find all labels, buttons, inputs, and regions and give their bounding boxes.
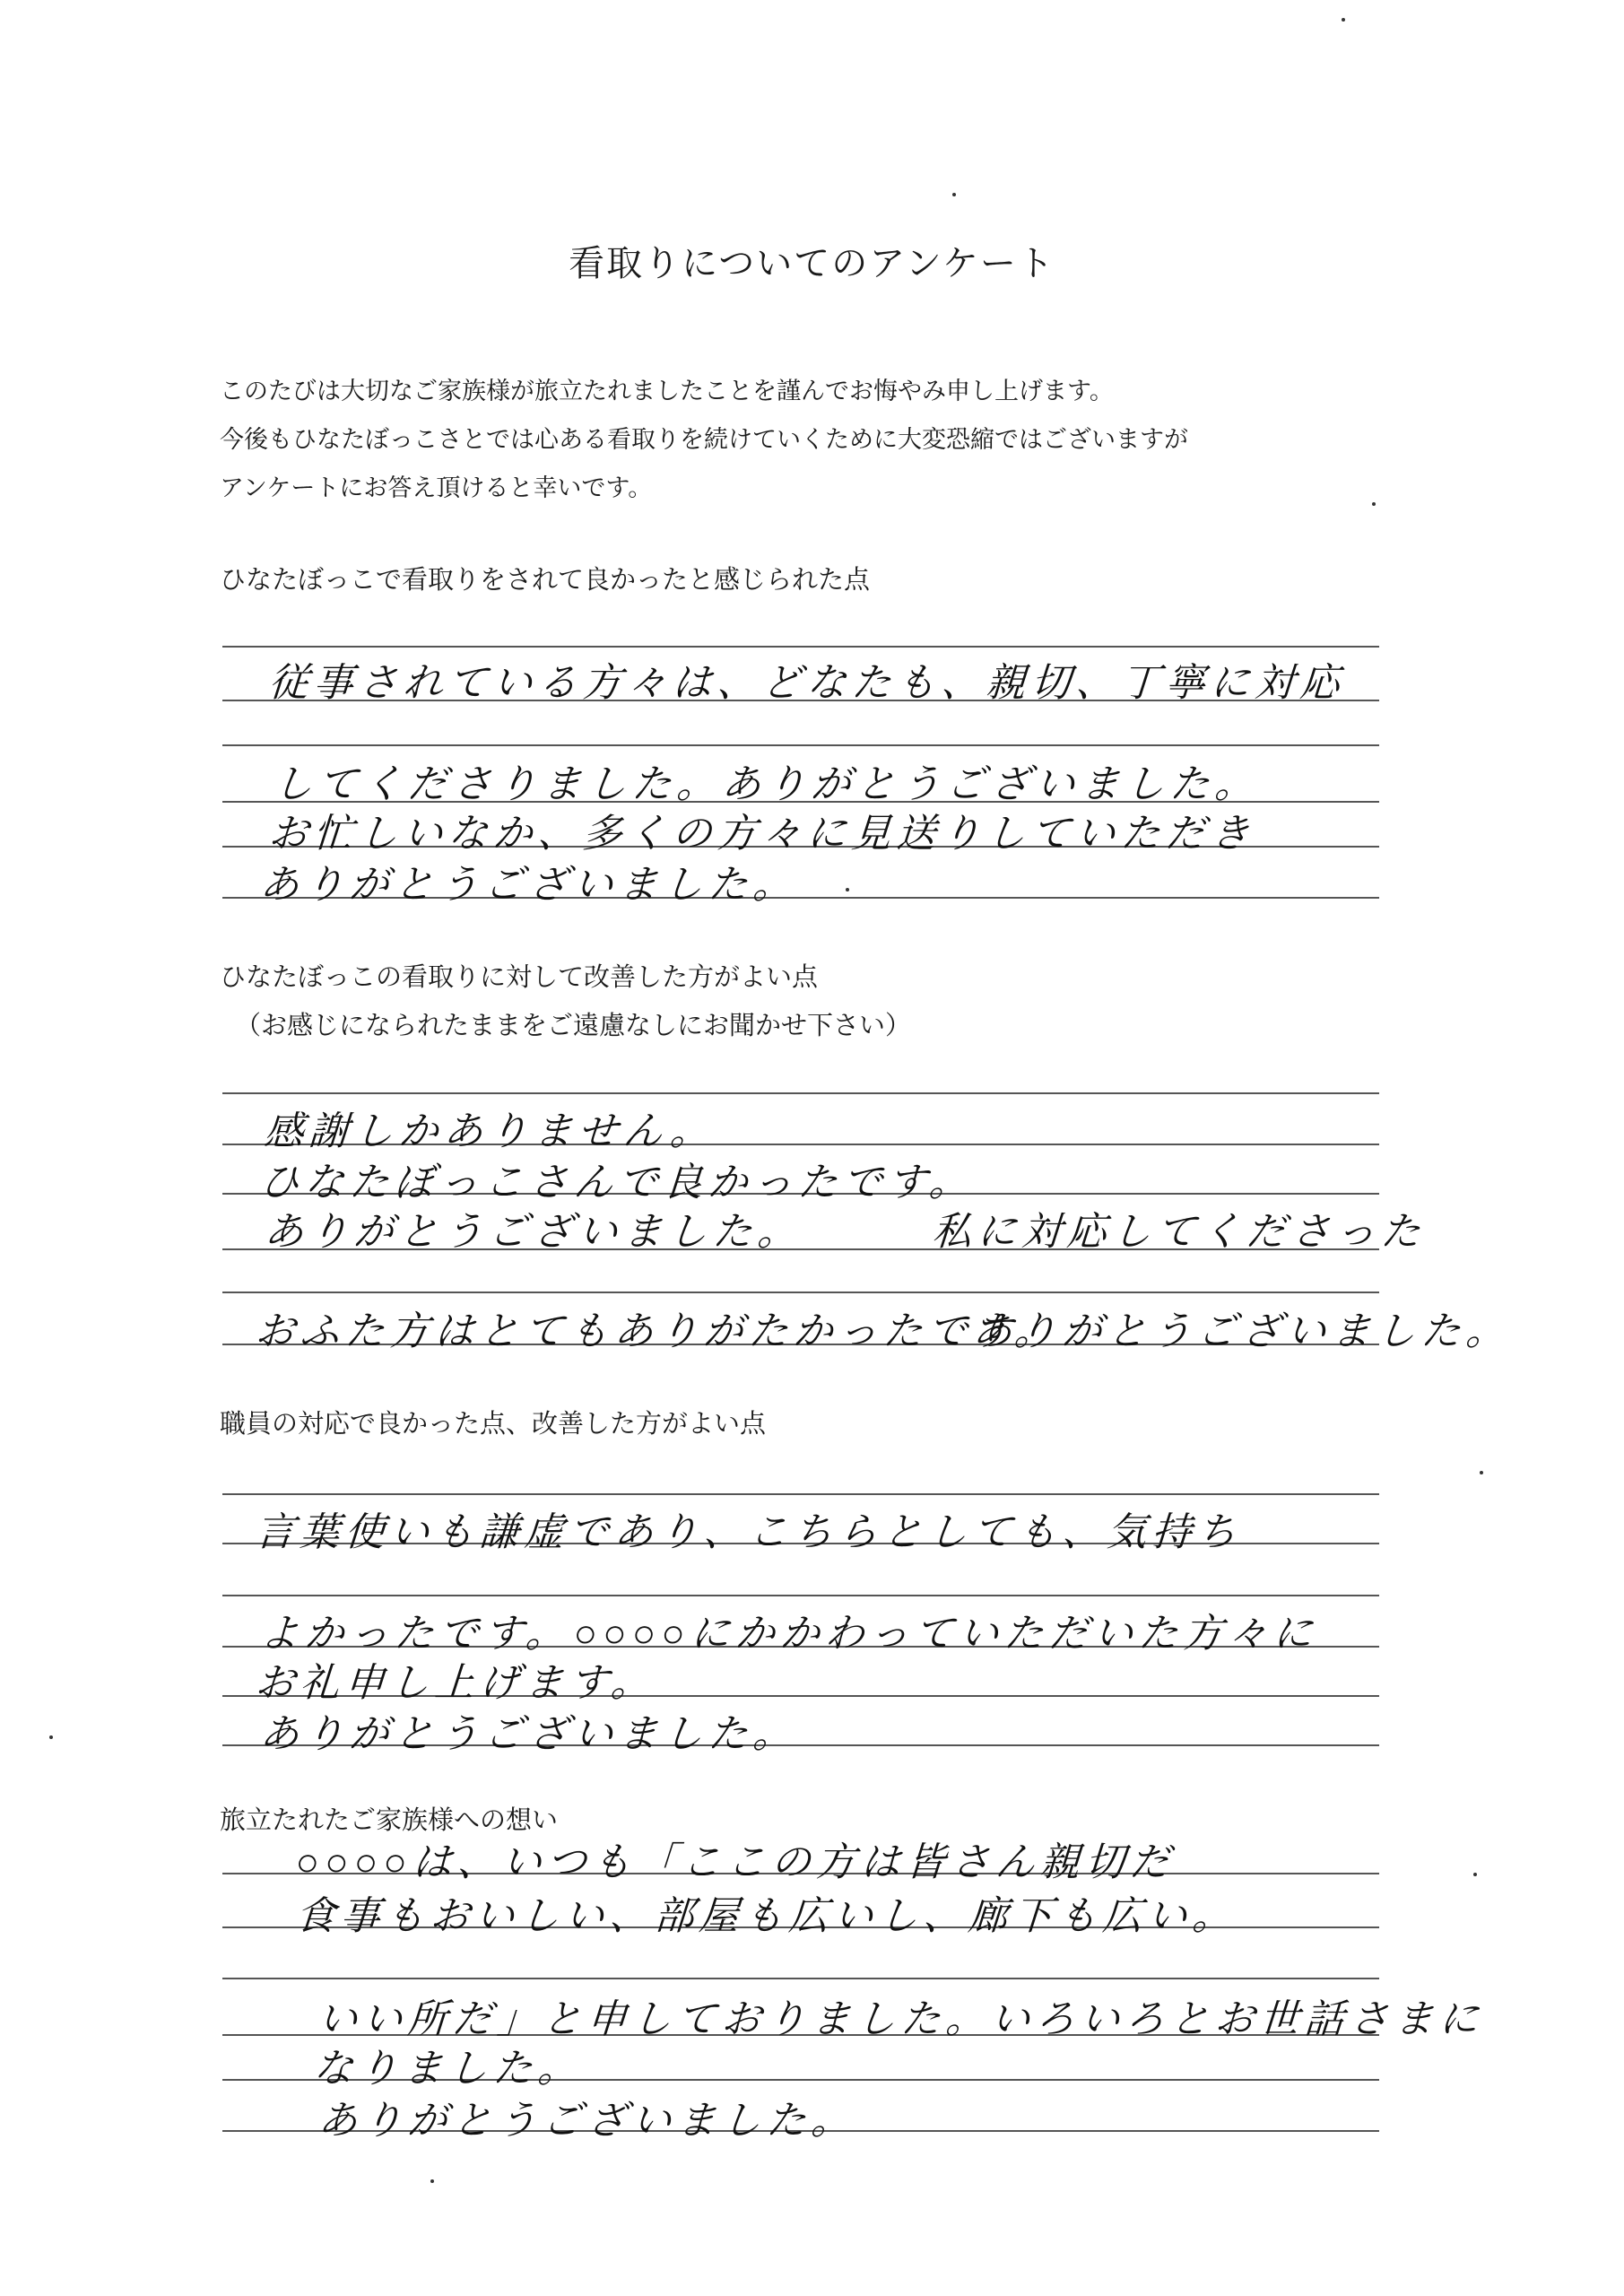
handwritten-answer-line: してくださりました。ありがとうございました。 — [271, 762, 1262, 806]
intro-line: このたびは大切なご家族様が旅立たれましたことを謹んでお悔やみ申し上げます。 — [220, 378, 1114, 405]
handwritten-answer-line: 食事もおいしい、部屋も広いし、廊下も広い。 — [293, 1894, 1239, 1938]
handwritten-answer-line: ○○○○にかかわっていただいた方々に — [571, 1612, 1320, 1656]
intro-paragraph — [220, 368, 1188, 513]
scan-speck — [1372, 502, 1376, 506]
intro-line: アンケートにお答え頂けると幸いです。 — [220, 474, 653, 502]
scan-speck — [1473, 1873, 1477, 1876]
handwritten-answer-line: ありがとうございました。 — [257, 863, 800, 907]
handwritten-answer-line: ありがとうございました。 — [262, 1210, 804, 1254]
handwritten-answer-line: ありがとうございました。 — [257, 1712, 800, 1756]
scan-speck — [1480, 1471, 1483, 1474]
scan-speck — [430, 2179, 434, 2183]
handwritten-answer-line: よかったです。 — [257, 1612, 572, 1656]
handwritten-answer-line: おふた方はとてもありがたかったです。 — [253, 1309, 1061, 1353]
section-2-subheading: （お感じになられたままをご遠慮なしにお聞かせ下さい） — [235, 1010, 912, 1040]
answer-rule — [222, 646, 1379, 648]
handwritten-answer-line: 私に対応してくださった — [930, 1210, 1428, 1254]
answer-rule — [222, 744, 1379, 746]
section-2-heading: ひなたぼっこの看取りに対して改善した方がよい点 — [220, 961, 819, 992]
scan-speck — [49, 1735, 53, 1739]
section-4-heading: 旅立たれたご家族様への想い — [220, 1805, 559, 1835]
section-1-heading: ひなたぼっこで看取りをされて良かったと感じられた点 — [220, 564, 871, 595]
answer-rule — [222, 1978, 1379, 1979]
handwritten-answer-line: お忙しいなか、多くの方々に見送りしていただき — [266, 812, 1257, 856]
scan-speck — [952, 193, 956, 196]
answer-rule — [222, 1092, 1379, 1094]
handwritten-answer-line: 従事されている方々は、どなたも、親切、丁寧に対応 — [266, 661, 1347, 705]
answer-rule — [222, 1292, 1379, 1293]
scan-speck — [1342, 18, 1345, 22]
answer-rule — [222, 1595, 1379, 1596]
handwritten-answer-line: ありがとうございました。 — [316, 2099, 858, 2143]
handwritten-answer-line: 感謝しかありません。 — [262, 1109, 717, 1153]
handwritten-answer-line: なりました。 — [311, 2047, 585, 2091]
handwritten-answer-line: ひなたぼっこさんで良かったです。 — [257, 1161, 976, 1205]
handwritten-answer-line: ありがとうございました。 — [970, 1309, 1513, 1353]
page-title: 看取りについてのアンケート — [569, 243, 1055, 284]
intro-line: 今後もひなたぼっこさとでは心ある看取りを続けていくために大変恐縮ではございますが — [220, 426, 1188, 454]
section-3-heading: 職員の対応で良かった点、改善した方がよい点 — [220, 1408, 767, 1439]
handwritten-answer-line: ○○○○は、いつも「ここの方は皆さん親切だ — [293, 1840, 1177, 1884]
handwritten-answer-line: いい所だ」と申しておりました。いろいろとお世話さまに — [316, 1997, 1486, 2041]
scan-speck — [846, 888, 849, 891]
handwritten-answer-line: 言葉使いも謙虚であり、こちらとしても、気持ち — [253, 1510, 1244, 1554]
answer-rule — [222, 1493, 1379, 1495]
handwritten-answer-line: お礼申し上げます。 — [253, 1661, 657, 1705]
